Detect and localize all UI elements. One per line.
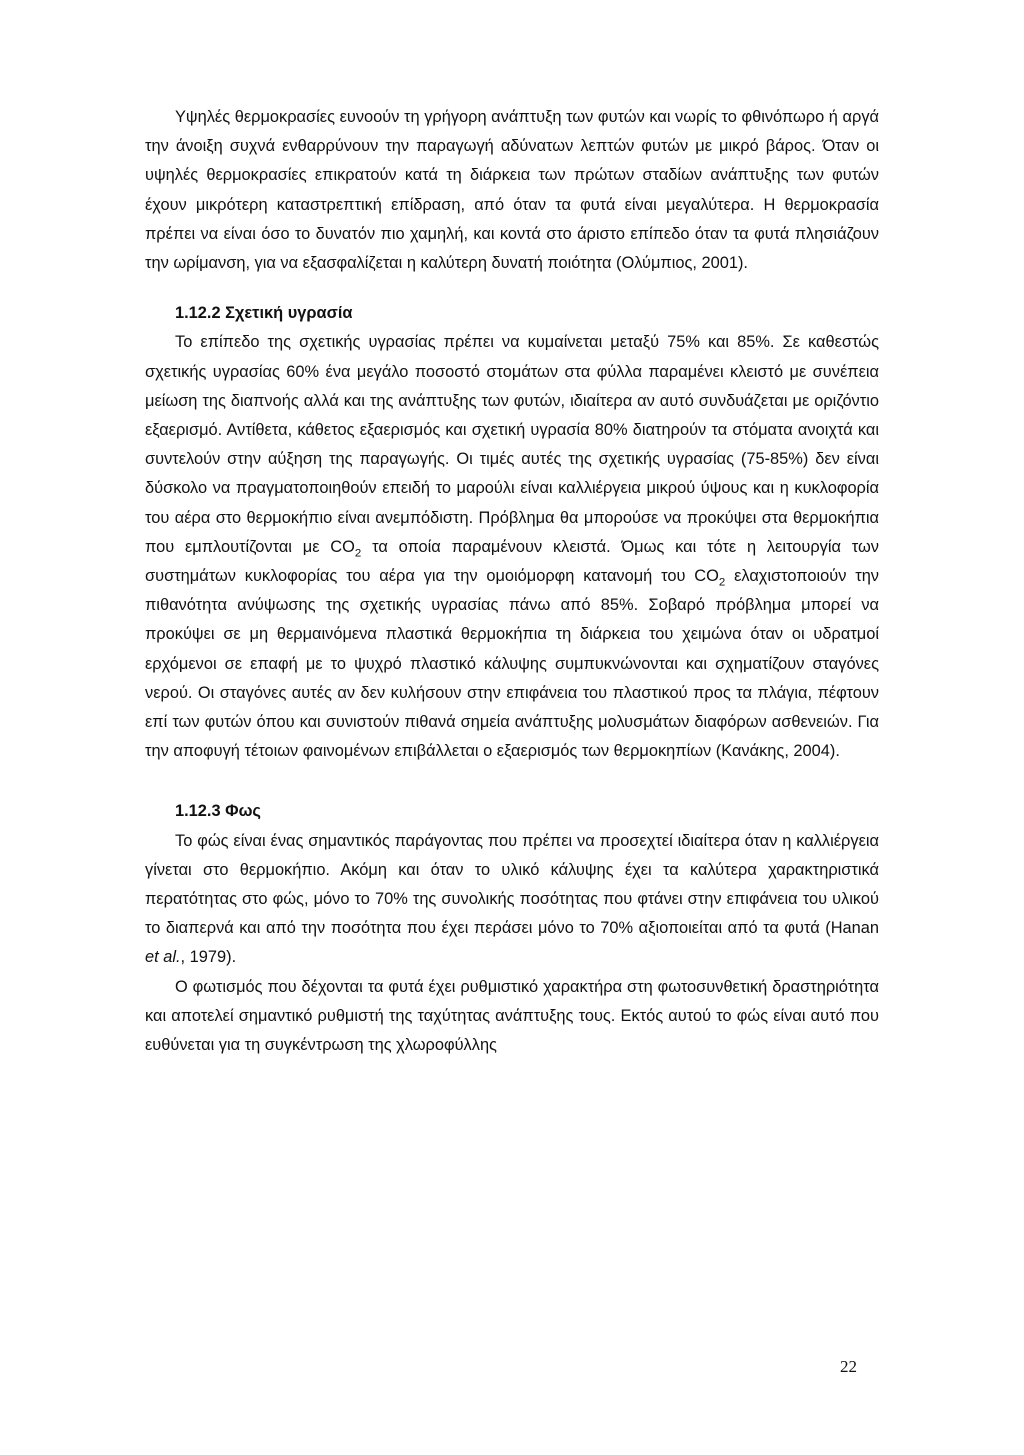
page-number: 22 [840,1357,857,1376]
co2-subscript: 2 [718,576,726,589]
paragraph-humidity-part-1: Το επίπεδο της σχετικής υγρασίας πρέπει να κυμαίνεται μεταξύ 75% και 85%. Σε καθεστώς σχετικής υγρασίας 60% ένα μεγάλο ποσοστό στομάτων στα φύλλα παραμένει κλειστό με συνέπεια μείωση της διαπνοής αλλά και της ανάπτυξης των φυτών, ιδιαίτερα αν αυτό συνδυάζεται με οριζόντιο εξαερισμό. Αντίθετα, κάθετος εξαερισμός και σχετική υγρασία 80% διατηρούν τα στόματα ανοιχτά και συντελούν στην αύξηση της παραγωγής. Οι τιμές αυτές της σχετικής υγρασίας (75-85%) δεν είναι δύσκολο να πραγματοποιηθούν επειδή το μαρούλι είναι καλλιέργεια μικρού ύψους και η κυκλοφορία του αέρα στο θερμοκήπιο είναι ανεμπόδιστη. Πρόβλημα θα μπορούσε να προκύψει στα θερμοκήπια που εμπλουτίζονται με CO [145,333,879,556]
section-heading-light: 1.12.3 Φως [175,802,261,821]
paragraph-light [145,827,879,973]
citation-et-al: et al. [145,948,181,967]
document-page [145,103,879,1060]
section-heading-relative-humidity: 1.12.2 Σχετική υγρασία [175,304,353,323]
paragraph-illumination: Ο φωτισμός που δέχονται τα φυτά έχει ρυθμιστικό χαρακτήρα στη φωτοσυνθετική δραστηριότητα και αποτελεί σημαντικό ρυθμιστή της ταχύτητας ανάπτυξης τους. Εκτός αυτού το φώς είναι αυτό που ευθύνεται για τη συγκέντρωση της χλωροφύλλης [145,977,879,1055]
paragraph-humidity-part-2: τα οποία παραμένουν κλειστά. Όμως και τότε η λειτουργία των συστημάτων κυκλοφορίας του αέρα για την ομοιόμορφη κατανομή του CO [145,537,879,586]
paragraph-light-part-2: , 1979). [180,948,237,967]
co2-subscript: 2 [354,547,362,560]
paragraph-relative-humidity [145,328,879,766]
paragraph-humidity-part-3: ελαχιστοποιούν την πιθανότητα ανύψωσης της σχετικής υγρασίας πάνω από 85%. Σοβαρό πρόβλημα μπορεί να προκύψει σε μη θερμαινόμενα πλαστικά θερμοκήπια τη διάρκεια του χειμώνα όταν οι υδρατμοί ερχόμενοι σε επαφή με το ψυχρό πλαστικό κάλυψης συμπυκνώνονται και σχηματίζουν σταγόνες νερού. Οι σταγόνες αυτές αν δεν κυλήσουν στην επιφάνεια του πλαστικού προς τα πλάγια, πέφτουν επί των φυτών όπου και συνιστούν πιθανά σημεία ανάπτυξης μολυσμάτων διαφόρων ασθενειών. Για την αποφυγή τέτοιων φαινομένων επιβάλλεται ο εξαερισμός των θερμοκηπίων (Κανάκης, 2004). [145,567,879,761]
paragraph-light-part-1: Το φώς είναι ένας σημαντικός παράγοντας που πρέπει να προσεχτεί ιδιαίτερα όταν η καλλιέργεια γίνεται στο θερμοκήπιο. Ακόμη και όταν το υλικό κάλυψης έχει τα καλύτερα χαρακτηριστικά περατότητας στο φώς, μόνο το 70% της συνολικής ποσότητας που φτάνει στην επιφάνεια του υλικού το διαπερνά και από την ποσότητα που έχει περάσει μόνο το 70% αξιοποιείται από τα φυτά (Hanan [145,831,879,938]
paragraph-temperature: Υψηλές θερμοκρασίες ευνοούν τη γρήγορη ανάπτυξη των φυτών και νωρίς το φθινόπωρο ή αργά την άνοιξη συχνά ενθαρρύνουν την παραγωγή αδύνατων λεπτών φυτών με μικρό βάρος. Όταν οι υψηλές θερμοκρασίες επικρατούν κατά τη διάρκεια των πρώτων σταδίων ανάπτυξης των φυτών έχουν μικρότερη καταστρεπτική επίδραση, από όταν τα φυτά είναι μεγαλύτερα. Η θερμοκρασία πρέπει να είναι όσο το δυνατόν πιο χαμηλή, και κοντά στο άριστο επίπεδο όταν τα φυτά πλησιάζουν την ωρίμανση, για να εξασφαλίζεται η καλύτερη δυνατή ποιότητα (Ολύμπιος, 2001). [145,108,879,273]
